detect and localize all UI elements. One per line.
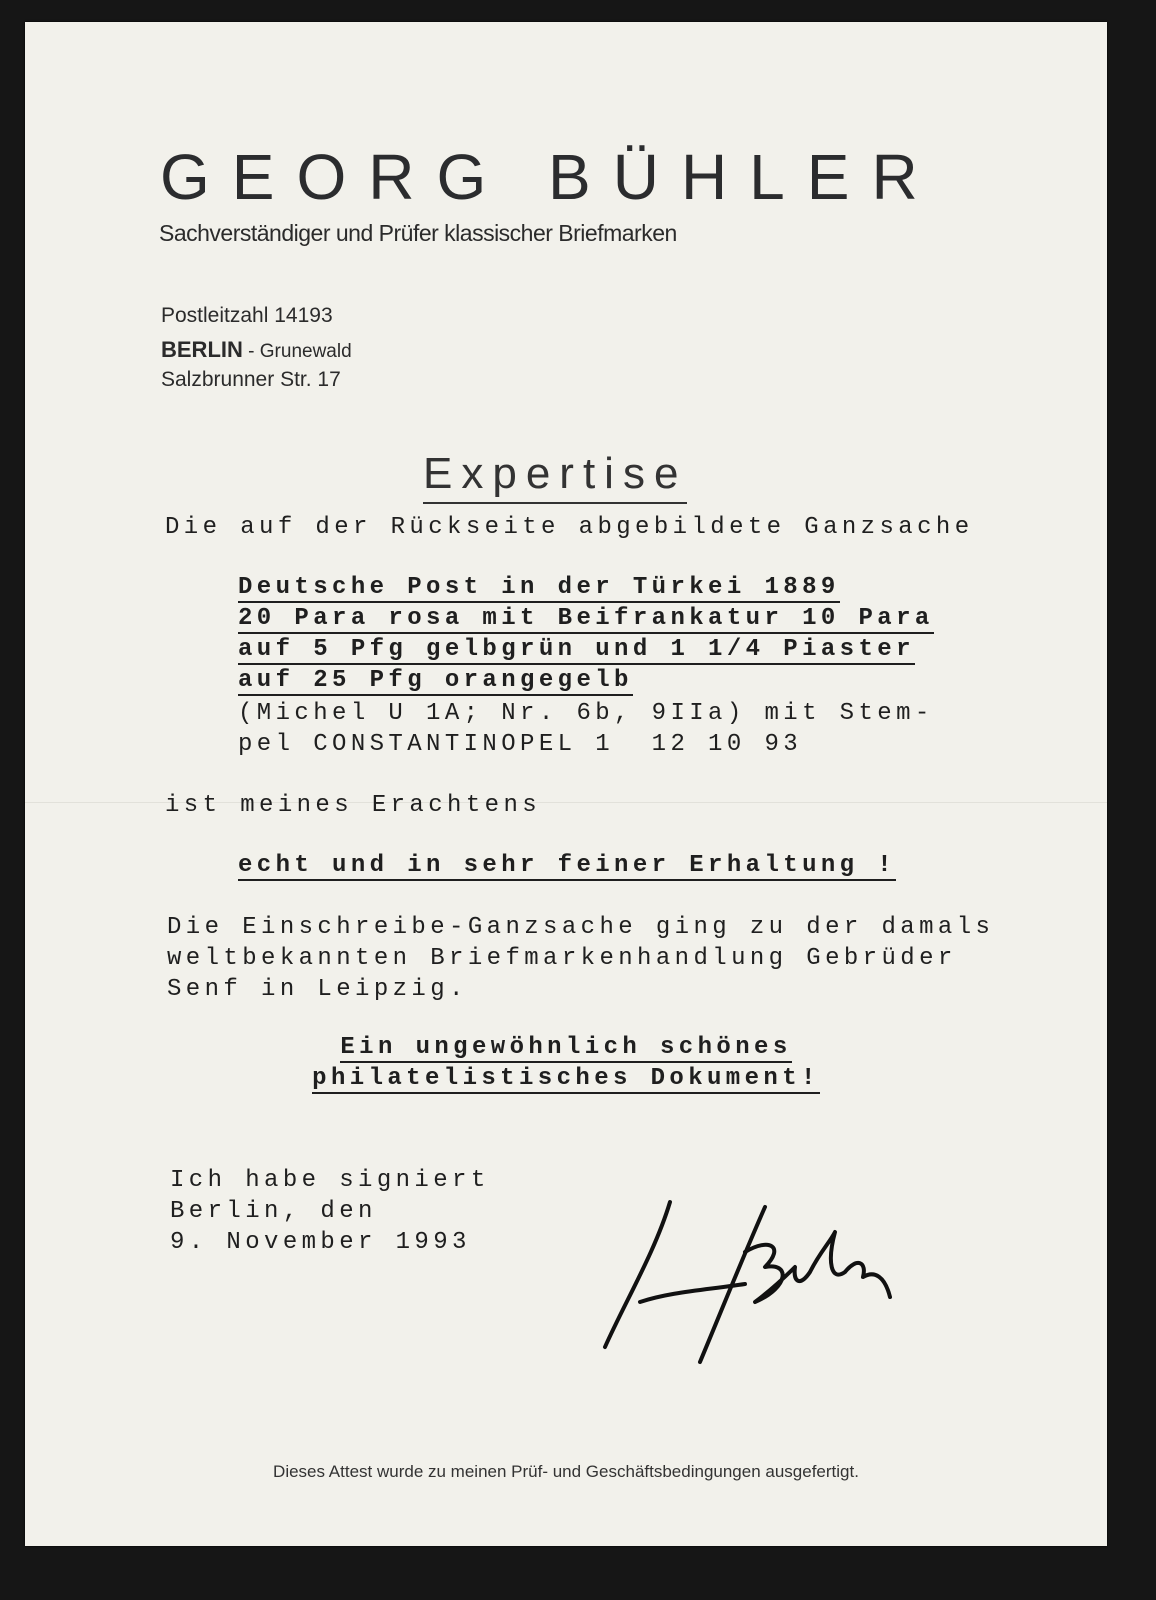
item-line: 20 Para rosa mit Beifrankatur 10 Para bbox=[238, 605, 934, 632]
highlight-line: Ein ungewöhnlich schönes bbox=[340, 1034, 792, 1061]
remark-line: Senf in Leipzig. bbox=[167, 976, 468, 1003]
district: - Grunewald bbox=[242, 341, 352, 362]
item-details bbox=[238, 698, 934, 760]
intro-text: Die auf der Rückseite abgebildete Ganzsache bbox=[165, 514, 974, 541]
remark-line: weltbekannten Briefmarkenhandlung Gebrüder bbox=[167, 945, 957, 972]
city: BERLIN bbox=[161, 337, 243, 362]
city-line bbox=[161, 337, 352, 363]
highlight-line: philatelistisches Dokument! bbox=[312, 1065, 820, 1092]
signature-image bbox=[595, 1192, 915, 1392]
postcode: Postleitzahl 14193 bbox=[161, 304, 333, 327]
closing bbox=[170, 1165, 490, 1258]
remark-line: Die Einschreibe-Ganzsache ging zu der damals bbox=[167, 914, 995, 941]
detail-line: (Michel U 1A; Nr. 6b, 9IIa) mit Stem- bbox=[238, 700, 934, 727]
detail-line: pel CONSTANTINOPEL 1 12 10 93 bbox=[238, 731, 803, 758]
document-title: Expertise bbox=[423, 450, 687, 504]
footer-note: Dieses Attest wurde zu meinen Prüf- und Geschäftsbedingungen ausgefertigt. bbox=[273, 1462, 859, 1481]
signature-date: 9. November 1993 bbox=[170, 1229, 471, 1256]
opinion-intro: ist meines Erachtens bbox=[165, 792, 542, 819]
verdict: echt und in sehr feiner Erhaltung ! bbox=[238, 852, 897, 879]
item-line: Deutsche Post in der Türkei 1889 bbox=[238, 574, 840, 601]
street: Salzbrunner Str. 17 bbox=[161, 368, 341, 391]
item-description bbox=[238, 572, 934, 696]
letterhead-name: GEORG BÜHLER bbox=[160, 141, 940, 213]
closing-line: Ich habe signiert bbox=[170, 1167, 490, 1194]
certificate-page bbox=[25, 22, 1107, 1546]
highlight bbox=[25, 1032, 1107, 1094]
item-line: auf 5 Pfg gelbgrün und 1 1/4 Piaster bbox=[238, 636, 915, 663]
letterhead-tagline: Sachverständiger und Prüfer klassischer Briefmarken bbox=[159, 220, 677, 246]
closing-line: Berlin, den bbox=[170, 1198, 377, 1225]
item-line: auf 25 Pfg orangegelb bbox=[238, 667, 633, 694]
remarks bbox=[167, 912, 994, 1005]
